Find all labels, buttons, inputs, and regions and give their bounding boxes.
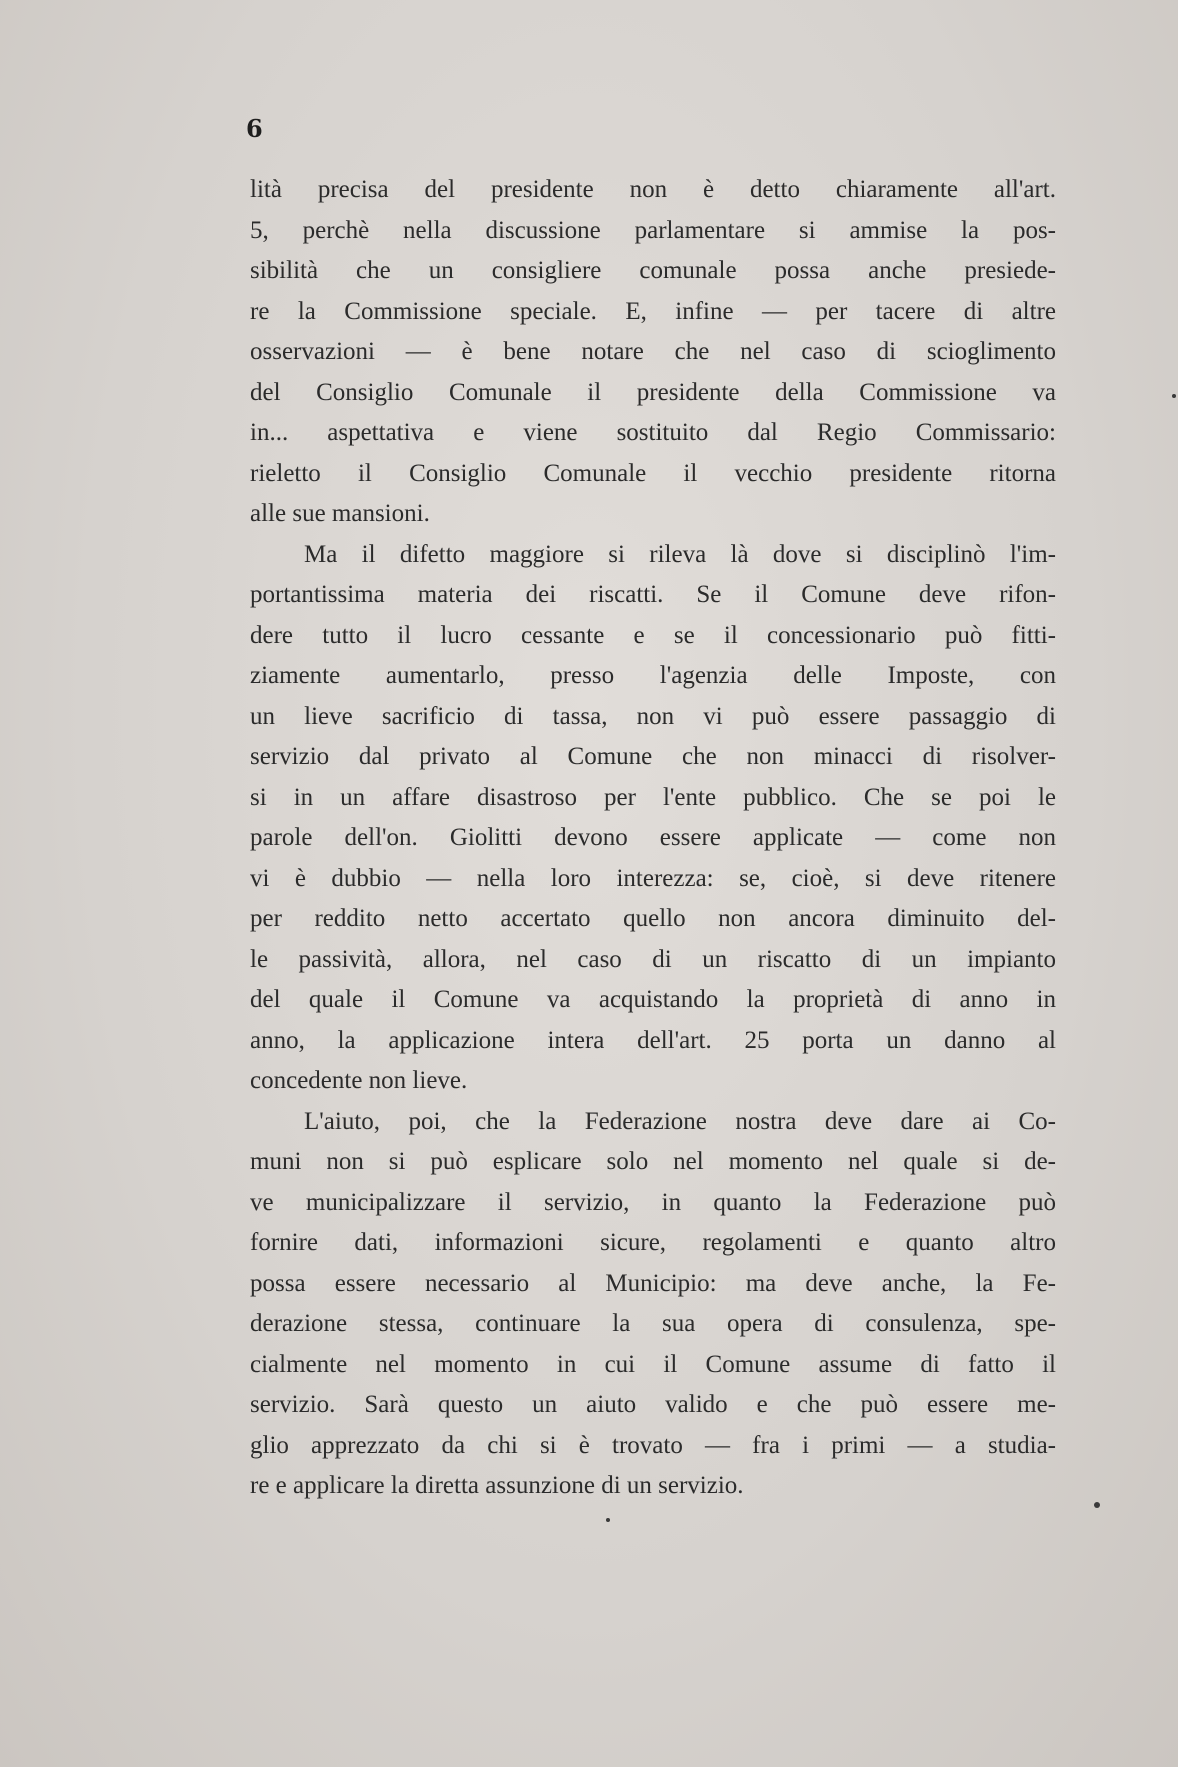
body-text	[250, 170, 1056, 1507]
text-line: parole dell'on. Giolitti devono essere applicate — come non	[250, 824, 1056, 851]
text-line: osservazioni — è bene notare che nel caso di scioglimento	[250, 338, 1056, 365]
text-line: derazione stessa, continuare la sua opera di consulenza, spe-	[250, 1310, 1056, 1337]
ink-speck	[1094, 1502, 1100, 1508]
text-line: L'aiuto, poi, che la Federazione nostra deve dare ai Co-	[304, 1107, 1056, 1135]
text-line: Ma il difetto maggiore si rileva là dove si disciplinò l'im-	[304, 540, 1056, 568]
text-line: si in un affare disastroso per l'ente pubblico. Che se poi le	[250, 783, 1056, 811]
text-line: re la Commissione speciale. E, infine — per tacere di altre	[250, 297, 1056, 325]
text-line: servizio dal privato al Comune che non minacci di risolver-	[250, 743, 1056, 770]
page-number: 6	[246, 114, 263, 143]
text-line: 5, perchè nella discussione parlamentare si ammise la pos-	[250, 216, 1056, 244]
text-line: dere tutto il lucro cessante e se il concessionario può fitti-	[250, 621, 1056, 649]
text-line: del quale il Comune va acquistando la proprietà di anno in	[250, 986, 1056, 1013]
text-line: servizio. Sarà questo un aiuto valido e che può essere me-	[250, 1391, 1056, 1418]
text-line: un lieve sacrificio di tassa, non vi può essere passaggio di	[250, 702, 1056, 730]
text-line: rieletto il Consiglio Comunale il vecchio presidente ritorna	[250, 459, 1056, 487]
ink-speck	[606, 1518, 610, 1522]
text-line: portantissima materia dei riscatti. Se il Comune deve rifon-	[250, 581, 1056, 608]
text-line: del Consiglio Comunale il presidente della Commissione va	[250, 378, 1056, 406]
text-line: le passività, allora, nel caso di un riscatto di un impianto	[250, 945, 1056, 973]
text-line: concedente non lieve.	[250, 1067, 468, 1094]
text-line: per reddito netto accertato quello non ancora diminuito del-	[250, 905, 1056, 932]
text-line: in... aspettativa e viene sostituito dal Regio Commissario:	[250, 419, 1056, 446]
text-line: alle sue mansioni.	[250, 500, 430, 527]
text-line: sibilità che un consigliere comunale possa anche presiede-	[250, 257, 1056, 284]
text-line: cialmente nel momento in cui il Comune assume di fatto il	[250, 1350, 1056, 1378]
text-line: lità precisa del presidente non è detto chiaramente all'art.	[250, 176, 1056, 203]
text-line: muni non si può esplicare solo nel momento nel quale si de-	[250, 1148, 1056, 1175]
text-line: fornire dati, informazioni sicure, regolamenti e quanto altro	[250, 1229, 1056, 1256]
text-line: possa essere necessario al Municipio: ma deve anche, la Fe-	[250, 1269, 1056, 1297]
text-line: ziamente aumentarlo, presso l'agenzia delle Imposte, con	[250, 662, 1056, 689]
text-line: ve municipalizzare il servizio, in quanto la Federazione può	[250, 1188, 1056, 1216]
text-line: anno, la applicazione intera dell'art. 25 porta un danno al	[250, 1026, 1056, 1054]
text-line: re e applicare la diretta assunzione di un servizio.	[250, 1472, 744, 1499]
ink-speck	[1172, 394, 1176, 398]
text-line: vi è dubbio — nella loro interezza: se, cioè, si deve ritenere	[250, 864, 1056, 892]
text-line: glio apprezzato da chi si è trovato — fra i primi — a studia-	[250, 1431, 1056, 1459]
